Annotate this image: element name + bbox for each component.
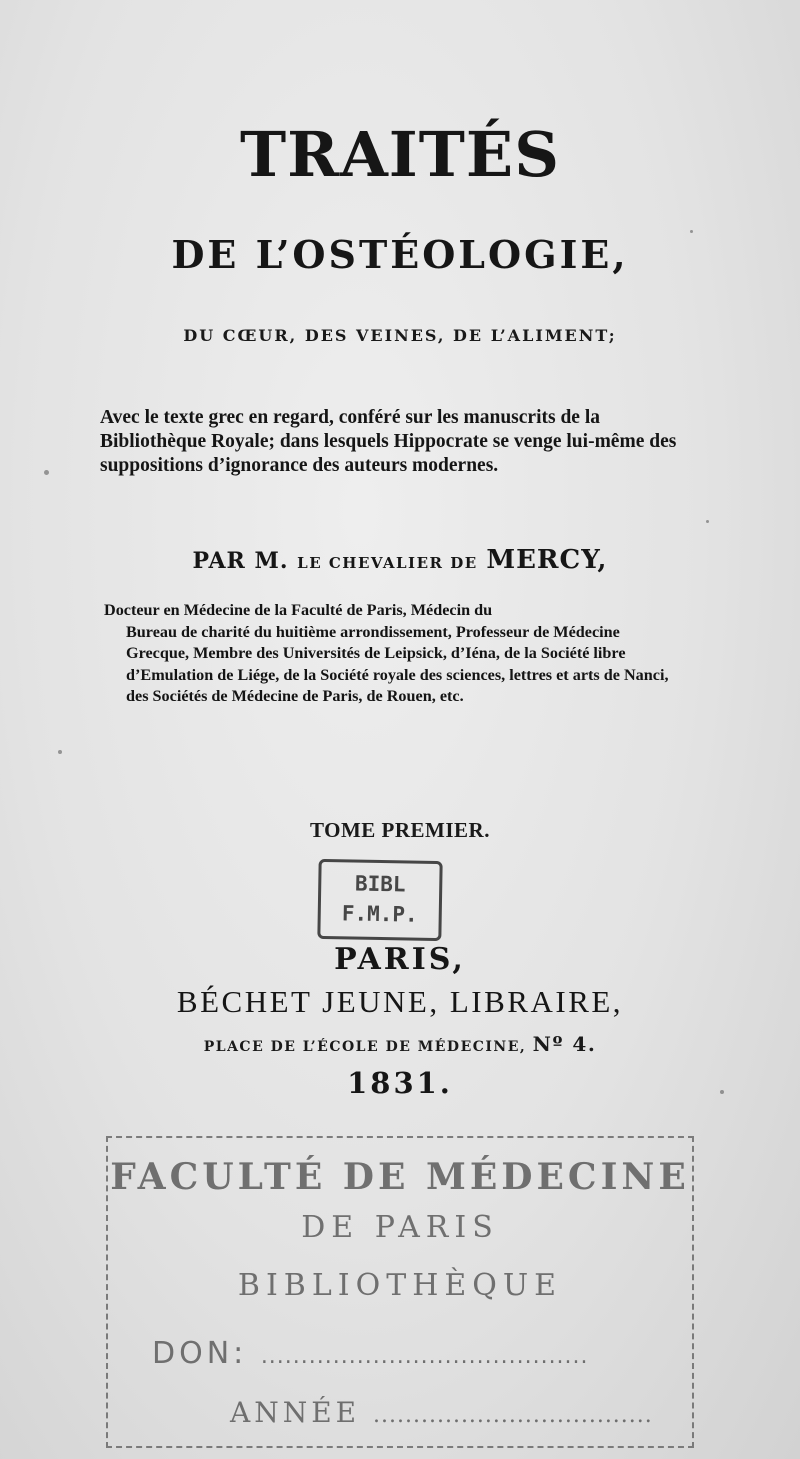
- faculty-stamp-line1: FACULTÉ DE MÉDECINE: [110, 1156, 690, 1198]
- volume-label: TOME PREMIER.: [310, 818, 490, 842]
- faculty-library-stamp: [106, 1136, 694, 1448]
- imprint-address: [0, 1032, 800, 1056]
- credentials-rest: Bureau de charité du huitième arrondissement, Professeur de Médecine Grecque, Membre des Universités de Leipsick, d’Iéna, de la Société libre d’Emulation de Liége, de la Société royale des sciences, lettres et arts de Nanci, des Sociétés de Médecine de Paris, de Rouen, etc.: [126, 622, 669, 705]
- author-credentials: [104, 600, 674, 708]
- faculty-stamp-annee-dots: ...................................: [373, 1403, 653, 1428]
- imprint-publisher: BÉCHET JEUNE, LIBRAIRE,: [176, 984, 624, 1019]
- library-stamp-line1: BIBL: [354, 871, 406, 897]
- imprint-year: 1831.: [347, 1066, 453, 1100]
- imprint-address-number: Nº 4.: [532, 1032, 597, 1056]
- title-main: TRAITÉS: [240, 118, 560, 191]
- imprint-address-text: PLACE DE L’ÉCOLE DE MÉDECINE,: [203, 1039, 527, 1055]
- author-line: [0, 545, 800, 575]
- subtitle-paragraph: Avec le texte grec en regard, conféré sur les manuscrits de la Bibliothèque Royale; dans lesquels Hippocrate se venge lui-même des suppositions d’ignorance des auteurs modernes.: [100, 407, 677, 476]
- faculty-stamp-annee-label: ANNÉE: [230, 1396, 361, 1429]
- paper-speck: [58, 750, 62, 754]
- library-stamp-line2: F.M.P.: [341, 901, 418, 927]
- library-stamp: [317, 859, 442, 941]
- faculty-stamp-annee: [230, 1396, 653, 1429]
- faculty-stamp-line2: DE PARIS: [301, 1210, 499, 1245]
- paper-speck: [706, 520, 709, 523]
- author-prefix: PAR M.: [192, 548, 289, 574]
- faculty-stamp-don-dots: .........................................: [260, 1344, 589, 1369]
- paper-speck: [44, 470, 49, 475]
- author-title: LE CHEVALIER DE: [297, 554, 478, 572]
- credentials-first-line: Docteur en Médecine de la Faculté de Paris, Médecin du: [104, 601, 493, 619]
- faculty-stamp-don: [152, 1336, 589, 1371]
- title-topics: DU CŒUR, DES VEINES, DE L’ALIMENT;: [183, 326, 617, 345]
- author-name: MERCY,: [486, 545, 608, 575]
- paper-speck: [720, 1090, 724, 1094]
- faculty-stamp-don-label: DON:: [152, 1336, 248, 1371]
- paper-speck: [690, 230, 693, 233]
- title-subject: DE L’OSTÉOLOGIE,: [171, 232, 629, 277]
- imprint-city: PARIS,: [334, 942, 466, 977]
- faculty-stamp-line3: BIBLIOTHÈQUE: [237, 1268, 563, 1303]
